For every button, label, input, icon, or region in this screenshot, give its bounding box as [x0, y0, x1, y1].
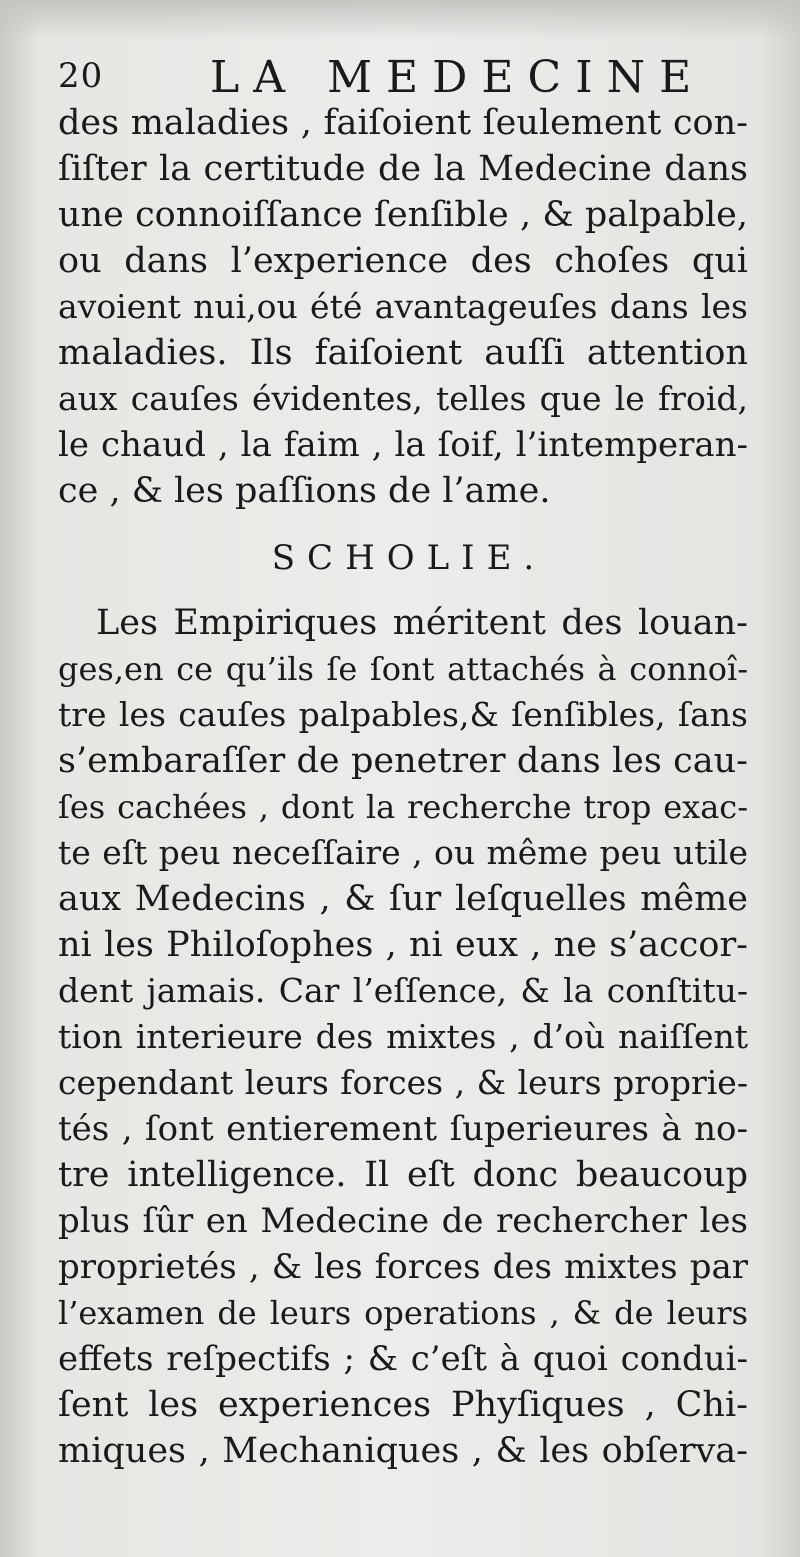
text-line: proprietés , & les forces des mixtes par	[58, 1247, 748, 1287]
text-line: ges,en ce qu’ils ſe ſont attachés à connoî-	[58, 650, 748, 688]
text-line: maladies. Ils faiſoient auſſi attention	[58, 333, 748, 373]
text-line: le chaud , la faim , la ſoif, l’intemperan-	[58, 425, 748, 465]
text-line: ou dans l’experience des choſes qui	[58, 241, 748, 281]
text-line: ſiſter la certitude de la Medecine dans	[58, 149, 748, 189]
text-line: s’embaraſſer de penetrer dans les cau-	[58, 741, 748, 781]
text-line: ſent les experiences Phyſiques , Chi-	[58, 1385, 748, 1425]
text-line: ni les Philoſophes , ni eux , ne s’accor-	[58, 925, 748, 965]
text-line: tés , ſont entierement ſuperieures à no-	[58, 1109, 748, 1149]
running-title: LA MEDECINE	[210, 52, 706, 103]
text-line: tre intelligence. Il eſt donc beaucoup	[58, 1155, 748, 1195]
text-line: tion interieure des mixtes , d’où naiſſent	[58, 1017, 748, 1056]
text-line: ſes cachées , dont la recherche trop exac-	[58, 788, 748, 826]
page-header	[58, 52, 758, 102]
text-line: une connoiſſance ſenſible , & palpable,	[58, 195, 748, 235]
text-line: tre les cauſes palpables,& ſenſibles, ſans	[58, 695, 748, 734]
text-line: aux Medecins , & ſur leſquelles même	[58, 879, 748, 919]
text-line: dent jamais. Car l’eſſence, & la conſtitu-	[58, 971, 748, 1010]
text-line: miques , Mechaniques , & les obſerva-	[58, 1431, 748, 1471]
text-line: plus ſûr en Medecine de rechercher les	[58, 1201, 748, 1241]
text-line: des maladies , faiſoient ſeulement con-	[58, 103, 748, 143]
paragraph-scholie	[58, 600, 748, 1474]
text-line: aux cauſes évidentes, telles que le froid,	[58, 379, 748, 418]
text-line: l’examen de leurs operations , & de leurs	[58, 1294, 748, 1332]
section-heading: SCHOLIE.	[271, 538, 547, 578]
text-line: cependant leurs forces , & leurs proprie-	[58, 1063, 748, 1102]
text-line: te eſt peu neceſſaire , ou même peu utile	[58, 833, 748, 872]
page-number: 20	[58, 56, 104, 96]
text-line: Les Empiriques méritent des louan-	[96, 603, 748, 643]
text-line: effets reſpectifs ; & c’eſt à quoi condui-	[58, 1339, 748, 1379]
paragraph-empiriques	[58, 100, 748, 514]
text-line: ce , & les paſſions de l’ame.	[58, 471, 551, 511]
body-text	[58, 100, 748, 1474]
text-line: avoient nui,ou été avantageuſes dans les	[58, 287, 748, 326]
